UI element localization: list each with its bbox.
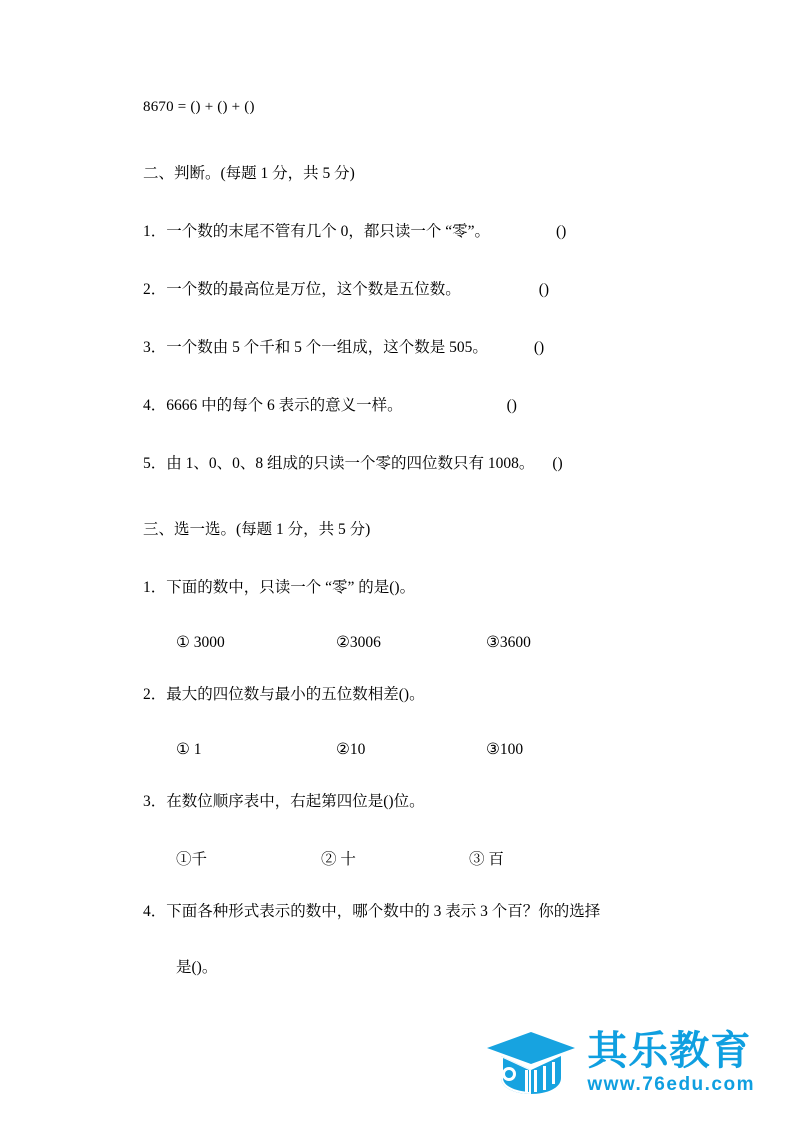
choice-option-b[interactable]: ②3006	[336, 633, 381, 651]
choice-option-a[interactable]: ① 1	[176, 740, 202, 758]
choice-option-b[interactable]: ② 十	[321, 850, 356, 868]
question-text: 4．6666 中的每个 6 表示的意义一样。	[143, 396, 403, 414]
choice-list-1	[143, 633, 673, 652]
choice-question-4-continuation: 是()。	[176, 958, 218, 976]
answer-blank[interactable]: ()	[506, 396, 517, 414]
answer-blank[interactable]: ()	[538, 280, 550, 298]
graduation-cap-icon	[485, 1026, 577, 1098]
answer-blank[interactable]: ()	[552, 454, 563, 472]
question-text: 2．一个数的最高位是万位，这个数是五位数。	[143, 280, 461, 298]
choice-question-1: 1．下面的数中，只读一个 “零” 的是()。	[143, 578, 416, 596]
section-heading-3: 三、选一选。(每题 1 分，共 5 分)	[143, 520, 371, 538]
section-heading-2: 二、判断。(每题 1 分，共 5 分)	[143, 164, 355, 182]
logo-name: 其乐教育	[587, 1029, 752, 1073]
true-false-question-5	[143, 451, 673, 473]
question-text: 5．由 1、0、0、8 组成的只读一个零的四位数只有 1008。	[143, 454, 535, 472]
choice-option-b[interactable]: ②10	[336, 740, 366, 758]
choice-question-3: 3．在数位顺序表中，右起第四位是()位。	[143, 792, 425, 810]
question-text: 3．一个数由 5 个千和 5 个一组成，这个数是 505。	[143, 338, 488, 356]
choice-question-2: 2．最大的四位数与最小的五位数相差()。	[143, 685, 425, 703]
answer-blank[interactable]: ()	[556, 222, 567, 240]
choice-option-c[interactable]: ③ 百	[469, 850, 504, 868]
logo-text	[587, 1030, 755, 1096]
choice-list-3	[143, 847, 673, 869]
choice-option-c[interactable]: ③3600	[486, 633, 531, 651]
choice-question-4: 4．下面各种形式表示的数中，哪个数中的 3 表示 3 个百？你的选择	[143, 902, 601, 920]
choice-option-a[interactable]: ①千	[176, 850, 208, 868]
logo-url[interactable]: www.76edu.com	[587, 1074, 755, 1095]
answer-blank[interactable]: ()	[533, 338, 545, 356]
equation-line: 8670 = () + () + ()	[143, 99, 255, 115]
true-false-question-3	[143, 335, 673, 357]
true-false-question-2	[143, 277, 673, 299]
true-false-question-4	[143, 393, 673, 415]
choice-option-a[interactable]: ① 3000	[176, 633, 225, 651]
choice-list-2	[143, 740, 673, 759]
true-false-question-1	[143, 219, 673, 241]
site-logo	[485, 1026, 755, 1098]
question-text: 1．一个数的末尾不管有几个 0，都只读一个 “零”。	[143, 222, 491, 240]
choice-option-c[interactable]: ③100	[486, 740, 524, 758]
